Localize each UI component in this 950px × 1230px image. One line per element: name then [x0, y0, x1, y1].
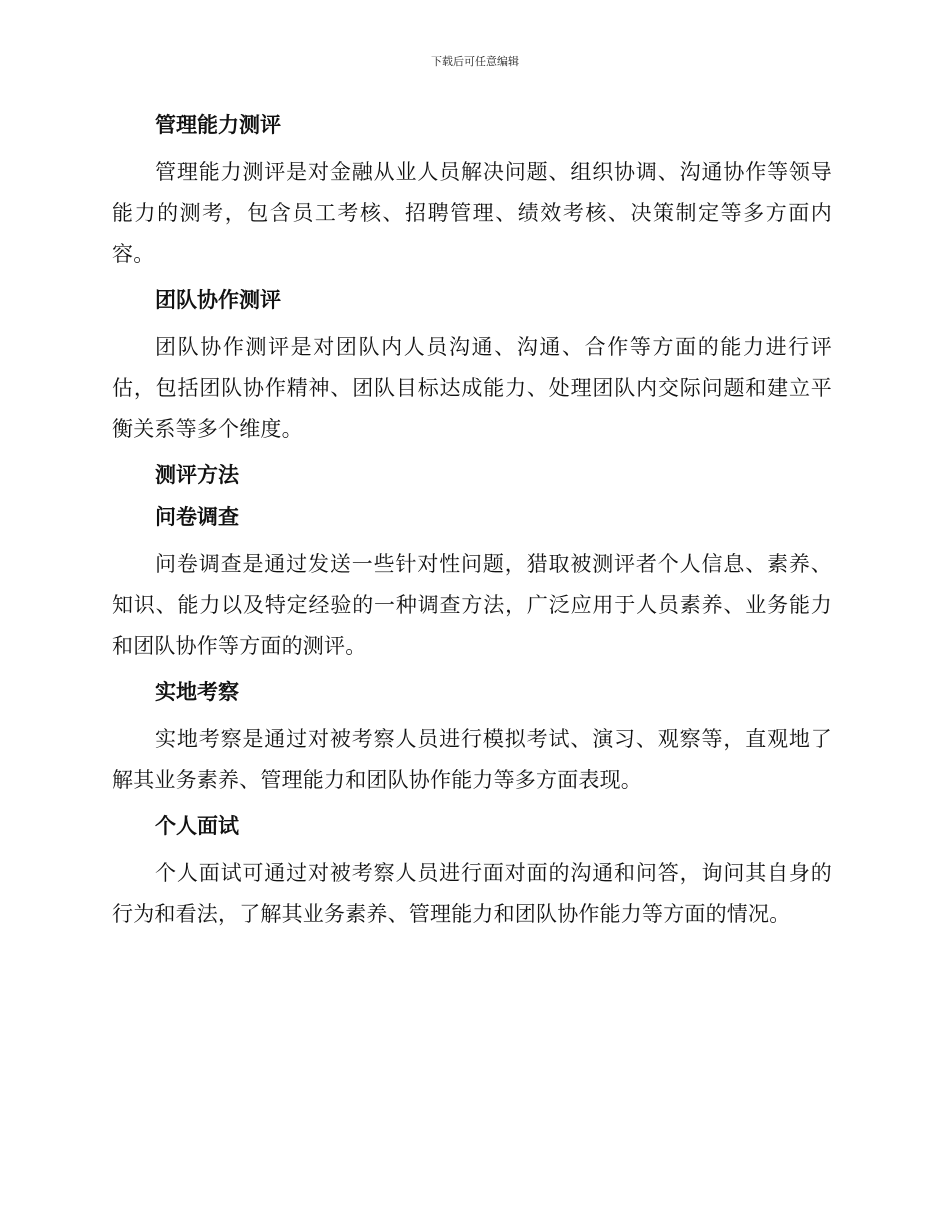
- section-paragraph-field-inspection: 实地考察是通过对被考察人员进行模拟考试、演习、观察等，直观地了解其业务素养、管理能力和团队协作能力等多方面表现。: [112, 727, 832, 792]
- section-heading-field-inspection: 实地考察: [155, 680, 239, 704]
- section-paragraph-questionnaire: 问卷调查是通过发送一些针对性问题，猎取被测评者个人信息、素养、知识、能力以及特定经验的一种调查方法，广泛应用于人员素养、业务能力和团队协作等方面的测评。: [112, 552, 832, 658]
- section-heading-methods: 测评方法: [155, 463, 239, 487]
- section-heading-questionnaire: 问卷调查: [155, 505, 239, 529]
- section-heading-interview: 个人面试: [155, 814, 239, 838]
- section-heading-teamwork: 团队协作测评: [155, 288, 281, 312]
- section-paragraph-management: 管理能力测评是对金融从业人员解决问题、组织协调、沟通协作等领导能力的测考，包含员工考核、招聘管理、绩效考核、决策制定等多方面内容。: [112, 160, 832, 266]
- section-heading-management: 管理能力测评: [155, 113, 281, 137]
- document-body: [112, 110, 832, 945]
- section-paragraph-teamwork: 团队协作测评是对团队内人员沟通、沟通、合作等方面的能力进行评估，包括团队协作精神、团队目标达成能力、处理团队内交际问题和建立平衡关系等多个维度。: [112, 335, 832, 441]
- page-header: 下载后可任意编辑: [431, 55, 519, 68]
- section-paragraph-interview: 个人面试可通过对被考察人员进行面对面的沟通和问答，询问其自身的行为和看法，了解其业务素养、管理能力和团队协作能力等方面的情况。: [112, 861, 832, 926]
